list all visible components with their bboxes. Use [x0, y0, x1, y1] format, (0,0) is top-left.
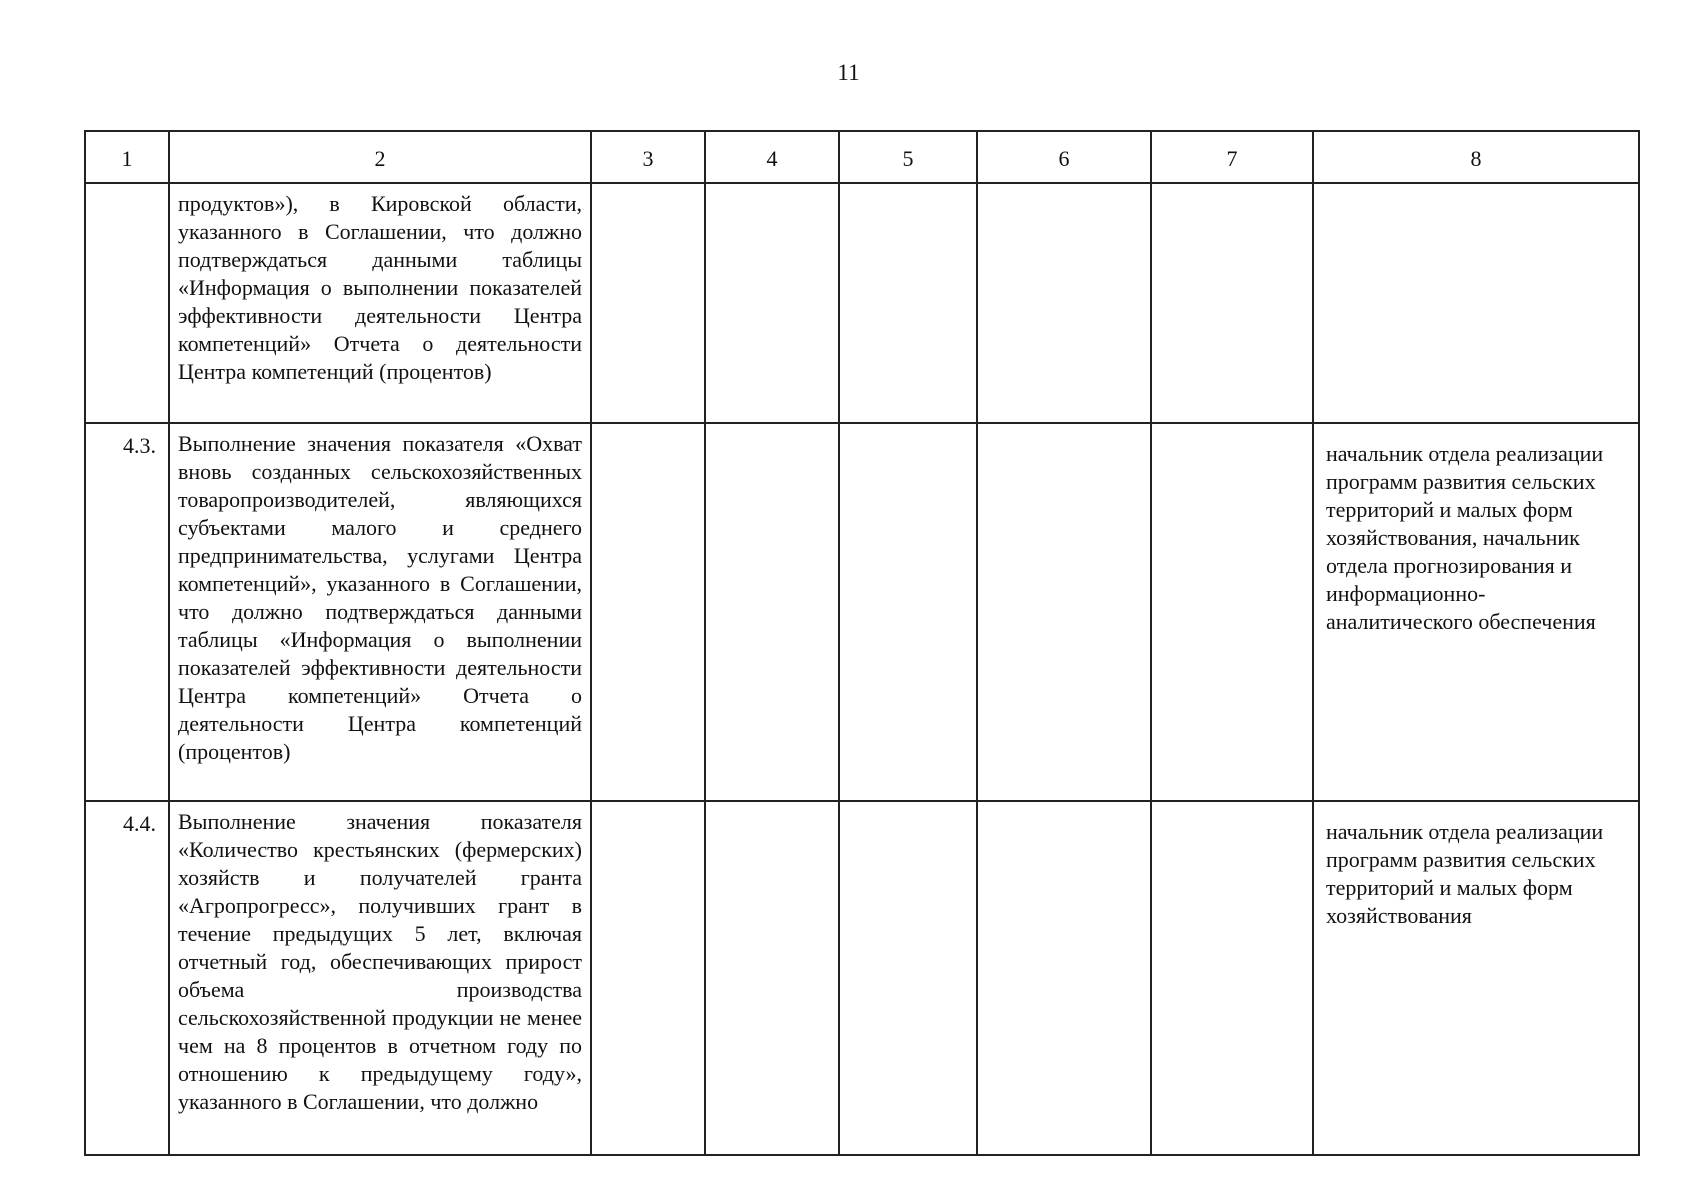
row-number: 4.3. [85, 423, 169, 801]
empty-cell [839, 423, 977, 801]
empty-cell [591, 801, 705, 1155]
empty-cell [705, 801, 839, 1155]
column-header-6: 6 [977, 131, 1151, 183]
row-responsible: начальник отдела реализации программ развития сельских территорий и малых форм хозяйствования [1313, 801, 1639, 1155]
row-description: Выполнение значения показателя «Количество крестьянских (фермерских) хозяйств и получателей гранта «Агропрогресс», получивших грант в течение предыдущих 5 лет, включая отчетный год, обеспечивающих прирост объема производства сельскохозяйственной продукции не менее чем на 8 процентов в отчетном году по отношению к предыдущему году», указанного в Соглашении, что должно [169, 801, 591, 1155]
empty-cell [977, 801, 1151, 1155]
column-header-3: 3 [591, 131, 705, 183]
row-number [85, 183, 169, 423]
column-header-7: 7 [1151, 131, 1313, 183]
column-header-4: 4 [705, 131, 839, 183]
column-header-1: 1 [85, 131, 169, 183]
row-responsible [1313, 183, 1639, 423]
table-row [85, 423, 1639, 801]
empty-cell [705, 183, 839, 423]
empty-cell [591, 423, 705, 801]
empty-cell [839, 801, 977, 1155]
column-header-5: 5 [839, 131, 977, 183]
empty-cell [1151, 183, 1313, 423]
column-header-2: 2 [169, 131, 591, 183]
empty-cell [1151, 801, 1313, 1155]
page-number: 11 [837, 60, 860, 85]
table-row [85, 801, 1639, 1155]
empty-cell [977, 423, 1151, 801]
empty-cell [839, 183, 977, 423]
row-number: 4.4. [85, 801, 169, 1155]
column-header-8: 8 [1313, 131, 1639, 183]
row-description: продуктов»), в Кировской области, указанного в Соглашении, что должно подтверждаться данными таблицы «Информация о выполнении показателей эффективности деятельности Центра компетенций» Отчета о деятельности Центра компетенций (процентов) [169, 183, 591, 423]
row-description: Выполнение значения показателя «Охват вновь созданных сельскохозяйственных товаропроизводителей, являющихся субъектами малого и среднего предпринимательства, услугами Центра компетенций», указанного в Соглашении, что должно подтверждаться данными таблицы «Информация о выполнении показателей эффективности деятельности Центра компетенций» Отчета о деятельности Центра компетенций (процентов) [169, 423, 591, 801]
empty-cell [1151, 423, 1313, 801]
empty-cell [977, 183, 1151, 423]
table-row [85, 183, 1639, 423]
empty-cell [705, 423, 839, 801]
empty-cell [591, 183, 705, 423]
row-responsible: начальник отдела реализации программ развития сельских территорий и малых форм хозяйствования, начальник отдела прогнозирования и информационно-аналитического обеспечения [1313, 423, 1639, 801]
header-row [85, 131, 1639, 183]
indicator-table [84, 130, 1640, 1156]
